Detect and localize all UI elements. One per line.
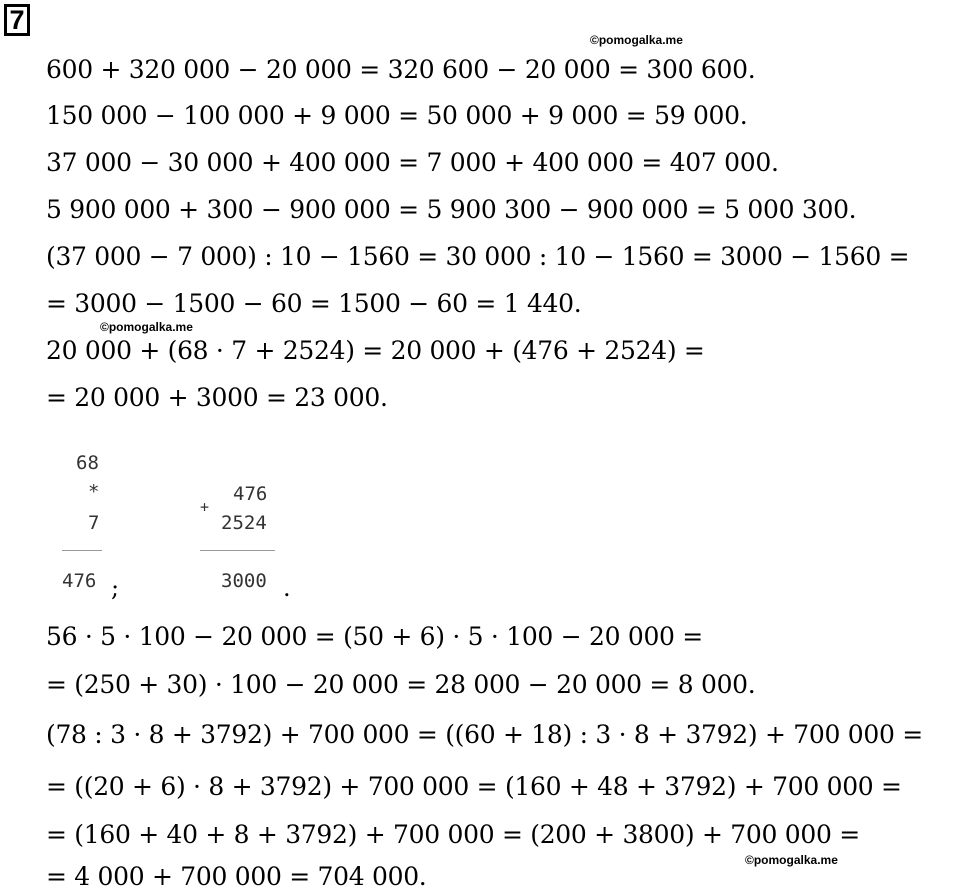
add-result-line xyxy=(200,550,275,551)
add-bottom-operand: 2524 xyxy=(221,512,267,534)
mult-bottom-operand: 7 xyxy=(88,512,100,534)
add-top-operand: 476 xyxy=(233,483,268,505)
equation-line: 37 000 − 30 000 + 400 000 = 7 000 + 400 000 = 407 000. xyxy=(46,148,779,177)
watermark: ©pomogalka.me xyxy=(100,320,193,334)
equation-line: 150 000 − 100 000 + 9 000 = 50 000 + 9 000 = 59 000. xyxy=(46,101,748,130)
equation-line: = ((20 + 6) · 8 + 3792) + 700 000 = (160 + 48 + 3792) + 700 000 = xyxy=(46,772,902,801)
mult-result: 476 xyxy=(62,570,97,592)
exercise-number: 7 xyxy=(4,4,30,36)
mult-top-operand: 68 xyxy=(76,452,99,474)
mult-separator: ; xyxy=(111,574,120,602)
equation-line: = 3000 − 1500 − 60 = 1500 − 60 = 1 440. xyxy=(46,289,582,318)
add-end-period: . xyxy=(283,574,291,602)
add-result: 3000 xyxy=(221,570,267,592)
equation-line: = (250 + 30) · 100 − 20 000 = 28 000 − 20 000 = 8 000. xyxy=(46,670,756,699)
equation-line: (78 : 3 · 8 + 3792) + 700 000 = ((60 + 18) : 3 · 8 + 3792) + 700 000 = xyxy=(46,720,923,749)
mult-operator: * xyxy=(88,481,100,503)
watermark: ©pomogalka.me xyxy=(590,33,683,47)
equation-line: 600 + 320 000 − 20 000 = 320 600 − 20 000 = 300 600. xyxy=(46,55,756,84)
equation-line: 20 000 + (68 · 7 + 2524) = 20 000 + (476 + 2524) = xyxy=(46,336,705,365)
equation-line: (37 000 − 7 000) : 10 − 1560 = 30 000 : 10 − 1560 = 3000 − 1560 = xyxy=(46,242,910,271)
equation-line: = (160 + 40 + 8 + 3792) + 700 000 = (200 + 3800) + 700 000 = xyxy=(46,820,860,849)
equation-line: = 20 000 + 3000 = 23 000. xyxy=(46,383,388,412)
mult-result-line xyxy=(62,550,102,551)
watermark: ©pomogalka.me xyxy=(745,853,838,867)
add-operator: + xyxy=(200,498,210,516)
equation-line: = 4 000 + 700 000 = 704 000. xyxy=(46,862,427,891)
equation-line: 56 · 5 · 100 − 20 000 = (50 + 6) · 5 · 100 − 20 000 = xyxy=(46,622,703,651)
equation-line: 5 900 000 + 300 − 900 000 = 5 900 300 − 900 000 = 5 000 300. xyxy=(46,195,857,224)
